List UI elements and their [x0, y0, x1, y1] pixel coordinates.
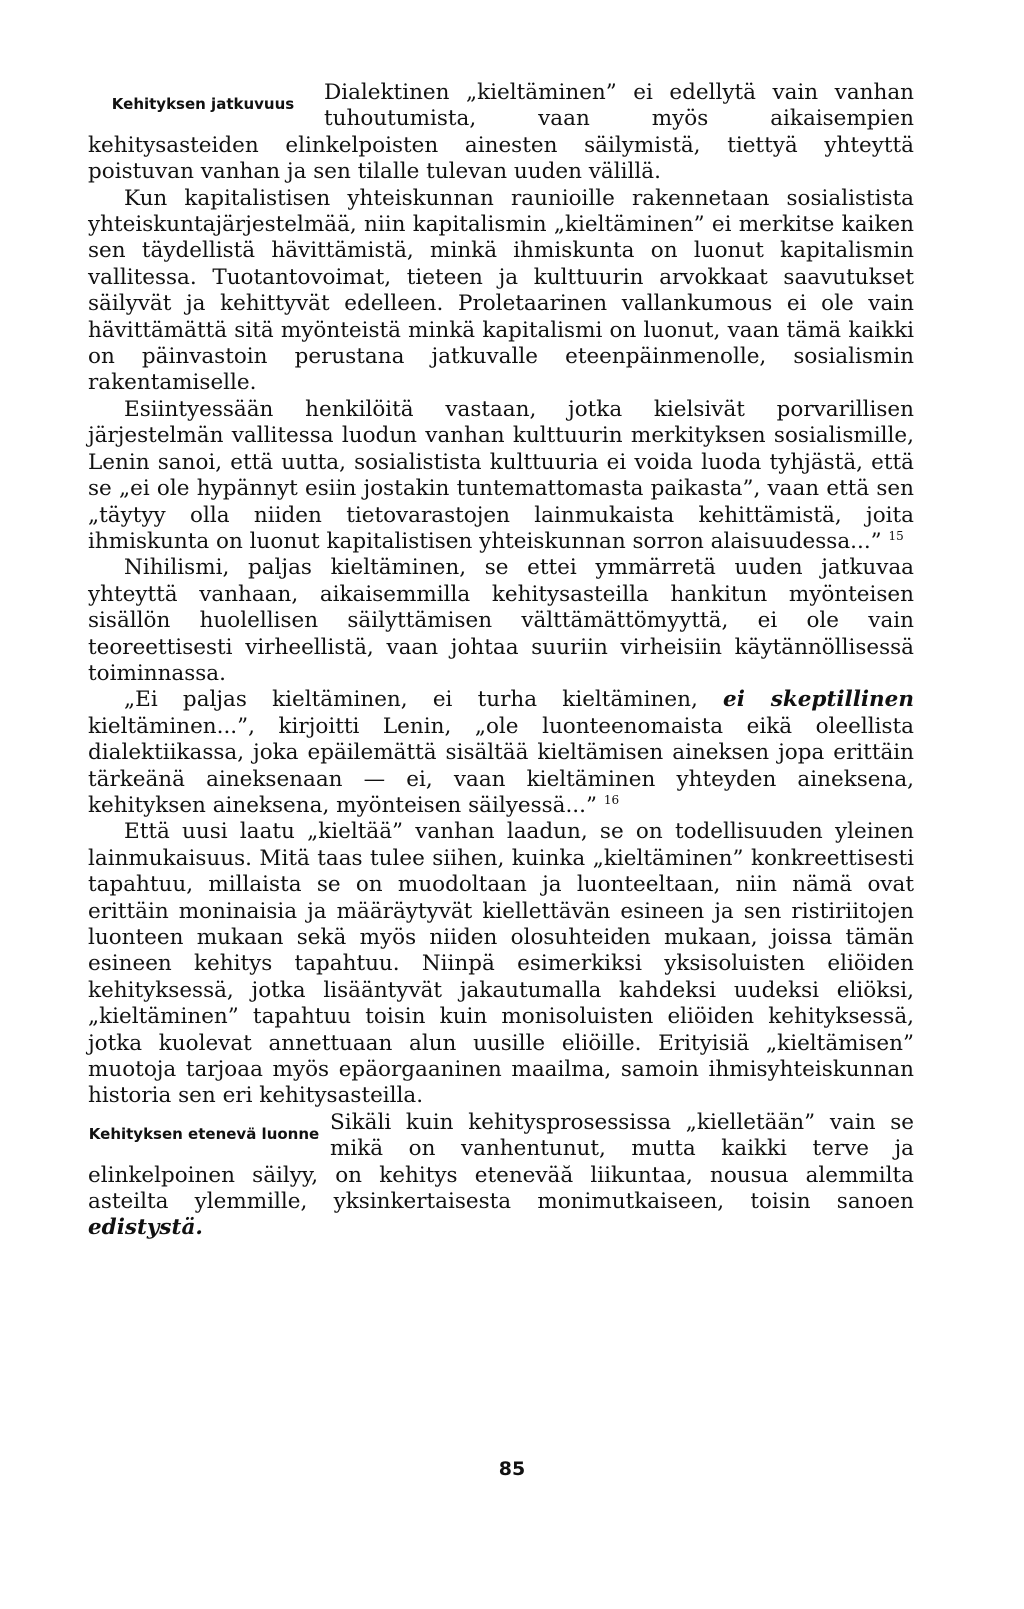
paragraph-5-emphasis: ei skeptillinen — [723, 687, 914, 713]
margin-note-progressive-nature: Kehityksen etenevä luonne — [88, 1124, 320, 1143]
paragraph-4: Nihilismi, paljas kieltäminen, se ettei ymmärretä uuden jatkuvaa yhteyttä vanhaan, aikaisemmilla kehitysasteilla hankitun myönteisen sisällön huolellisen säilyttämisen välttämättömyyttä, ei ole vain teoreettisesti virheellistä, vaan johtaa suuriin virheisiin käytännöllisessä toiminnassa. — [88, 555, 914, 686]
footnote-ref-16: 16 — [603, 792, 620, 807]
paragraph-1-text: Dialektinen „kieltäminen” ei edellytä vain vanhan tuhoutumista, vaan myös aikaisempien kehitysasteiden elinkelpoisten ainesten säilymistä, tiettyä yhteyttä poistuvan vanhan ja sen tilalle tulevan uuden välillä. — [88, 80, 914, 185]
paragraph-5-text-a: „Ei paljas kieltäminen, ei turha kieltäminen, — [124, 687, 698, 713]
margin-note-continuity: Kehityksen jatkuvuus — [111, 95, 295, 113]
paragraph-5 — [88, 687, 914, 819]
paragraph-2: Kun kapitalistisen yhteiskunnan raunioille rakennetaan sosialistista yhteiskuntajärjestelmää, niin kapitalismin „kieltäminen” ei merkitse kaiken sen täydellistä hävittämistä, minkä ihmiskunta on luonut kapitalismin vallitessa. Tuotantovoimat, tieteen ja kulttuurin arvokkaat saavutukset säilyvät ja kehittyvät edelleen. Proletaarinen vallankumous ei ole vain hävittämättä sitä myönteistä minkä kapitalismi on luonut, vaan tämä kaikki on päinvastoin perustana jatkuvalle eteenpäinmenolle, sosialismin rakentamiselle. — [88, 185, 914, 396]
page-number: 85 — [498, 1458, 526, 1480]
footnote-ref-15: 15 — [888, 528, 904, 543]
paragraph-6: Että uusi laatu „kieltää” vanhan laadun, se on todellisuuden yleinen lainmukaisuus. Mitä taas tulee siihen, kuinka „kieltäminen” konkreettisesti tapahtuu, millaista se on muodoltaan ja luonteeltaan, niin nämä ovat erittäin moninaisia ja määräytyvät kiellettävän esineen ja sen ristiriitojen luonteen mukaan sekä myös niiden olosuhteiden mukaan, joissa tämän esineen kehitys tapahtuu. Niinpä esimerkiksi yksisoluisten eliöiden kehityksessä, jotka lisääntyvät jakautumalla kahdeksi uudeksi eliöksi, „kieltäminen” tapahtuu toisin kuin monisoluisten eliöiden kehityksessä, jotka kuolevat annettuaan alun uusille eliöille. Erityisiä „kieltämisen” muotoja tarjoaa myös epäorgaaninen maailma, samoin ihmisyhteiskunnan historia sen eri kehitysasteilla. — [88, 819, 914, 1109]
paragraph-3-text: Esiintyessään henkilöitä vastaan, jotka kielsivät porvarillisen järjestelmän vallitessa luodun vanhan kulttuurin merkityksen sosialismille, Lenin sanoi, että uutta, sosialistista kulttuuria ei voida luoda tyhjästä, että se „ei ole hypännyt esiin jostakin tuntemattomasta paikasta”, vaan että sen „täytyy olla niiden tietovarastojen lainmukaista kehittämistä, joita ihmiskunta on luonut kapitalistisen yhteiskunnan sorron alaisuudessa...” — [88, 396, 914, 554]
paragraph-7-text: Sikäli kuin kehitysprosessissa „kielletään” vain se mikä on vanhentunut, mutta kaikki terve ja elinkelpoinen säilyy, on kehitys eteneväă liikuntaa, nousua alemmilta asteilta ylemmille, yksinkertaisesta monimutkaiseen, toisin sanoen — [88, 1109, 914, 1215]
paragraph-7-emphasis: edistystä. — [88, 1215, 203, 1241]
paragraph-5-text-b: kieltäminen...”, kirjoitti Lenin, „ole luonteenomaista eikä oleellista dialektiikassa, joka epäilemättä sisältää kieltämisen aineksen jopa erittäin tärkeänä aineksenaan — ei, vaan kieltäminen yhteyden aineksena, kehityksen aineksena, myönteisen säilyessä...” — [88, 713, 914, 818]
paragraph-3 — [88, 397, 914, 555]
